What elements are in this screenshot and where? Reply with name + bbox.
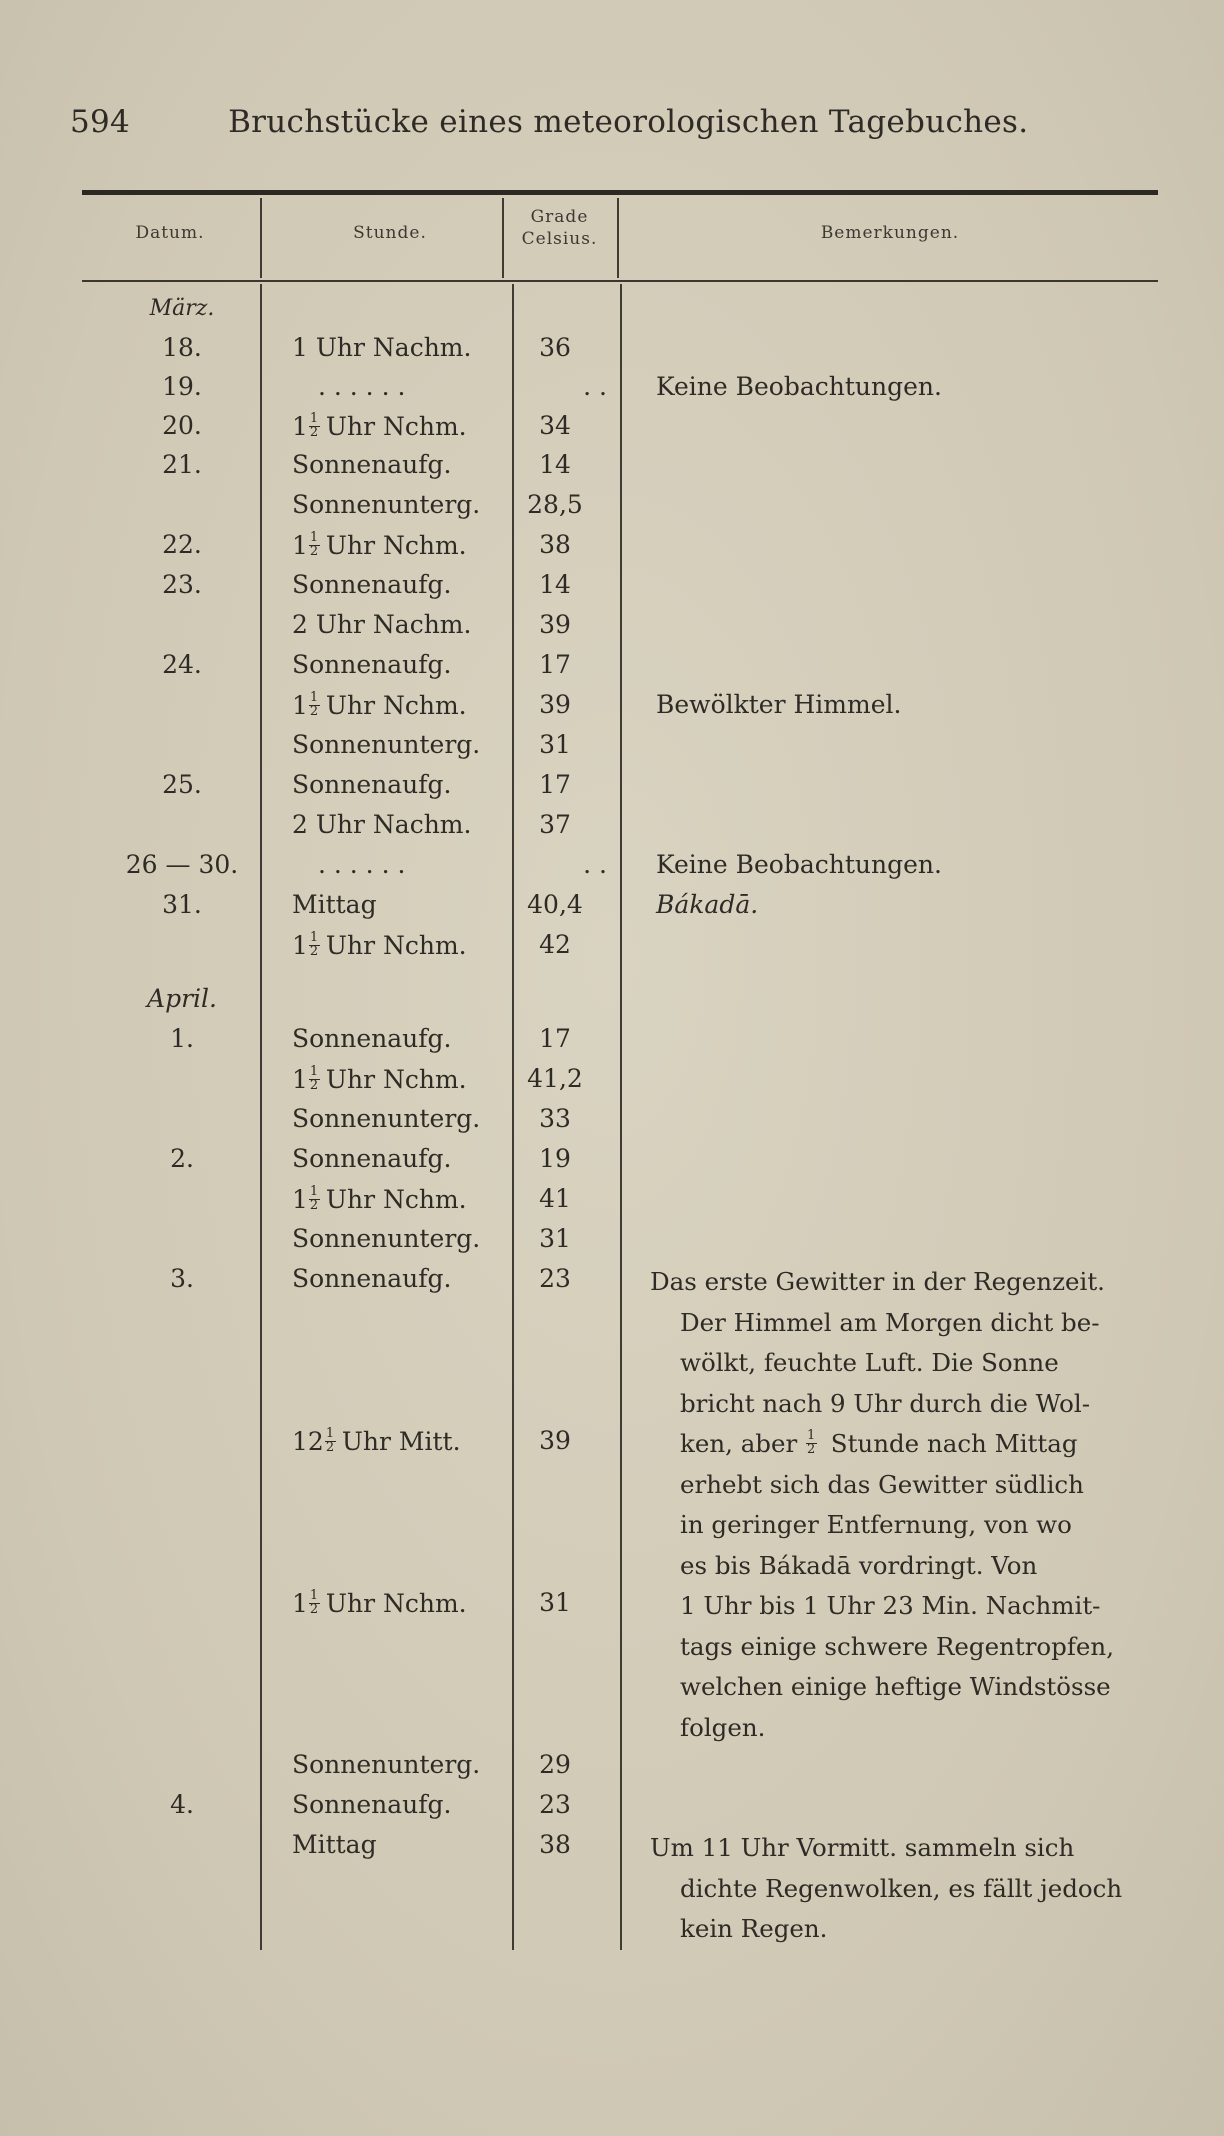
- stunde-cell: Mittag: [292, 1830, 377, 1859]
- grad-cell: 23: [539, 1264, 571, 1293]
- half-fraction: $\frac{1}{2}$: [309, 690, 319, 719]
- grad-cell: 42: [539, 930, 571, 959]
- bemerkung-cell: Bewölkter Himmel.: [656, 690, 902, 719]
- stunde-cell: [292, 411, 467, 442]
- stunde-cell: Sonnenaufg.: [292, 770, 452, 799]
- grad-cell: 34: [539, 411, 571, 440]
- stunde-cell: . . . . . .: [318, 850, 406, 879]
- half-fraction: $\frac{1}{2}$: [309, 930, 319, 959]
- stunde-cell: 1 $\frac{1}{2}$ Uhr Nchm.: [292, 1588, 467, 1618]
- grad-cell: 29: [539, 1750, 571, 1779]
- stunde-cell: 1 $\frac{1}{2}$ Uhr Nchm.: [292, 690, 467, 720]
- half-fraction: $\frac{1}{2}$: [309, 1588, 319, 1617]
- datum-cell: 21.: [162, 450, 202, 479]
- stunde-text: Uhr Nchm.: [325, 412, 467, 441]
- stunde-cell: 2 Uhr Nachm.: [292, 610, 472, 639]
- stunde-cell: 1 $\frac{1}{2}$ Uhr Nchm.: [292, 1184, 467, 1214]
- stunde-cell: Sonnenaufg.: [292, 1790, 452, 1819]
- stunde-cell: . . . . . .: [318, 372, 406, 401]
- table-top-rule: [82, 190, 1158, 195]
- grad-cell: 38: [539, 1830, 571, 1859]
- half-fraction: $\frac{1}{2}$: [309, 1064, 319, 1093]
- grad-cell: 14: [539, 450, 571, 479]
- stunde-cell: Sonnenaufg.: [292, 1264, 452, 1293]
- stunde-cell: Sonnenunterg.: [292, 1750, 481, 1779]
- grad-cell: 28,5: [527, 490, 583, 519]
- remark-line: tags einige schwere Regentropfen,: [680, 1631, 1114, 1661]
- grad-cell: 17: [539, 1024, 571, 1053]
- datum-cell: 1.: [170, 1024, 194, 1053]
- grad-cell: 41: [539, 1184, 571, 1213]
- datum-cell: 2.: [170, 1144, 194, 1173]
- bemerkung-cell: Keine Beobachtungen.: [656, 850, 942, 879]
- grad-cell: 38: [539, 530, 571, 559]
- grad-cell: 33: [539, 1104, 571, 1133]
- header-grad-line1: Grade: [530, 207, 589, 227]
- header-datum: Datum.: [135, 223, 205, 243]
- grad-cell: 31: [539, 730, 571, 759]
- remark-line: Das erste Gewitter in der Regenzeit.: [650, 1267, 1105, 1296]
- stunde-cell: Sonnenunterg.: [292, 1104, 481, 1133]
- header-stunde: Stunde.: [353, 223, 427, 243]
- stunde-cell: 2 Uhr Nachm.: [292, 810, 472, 839]
- stunde-cell: Sonnenunterg.: [292, 490, 481, 519]
- running-title: Bruchstücke eines meteorologischen Tagebuches.: [228, 104, 1029, 140]
- stunde-cell: Sonnenunterg.: [292, 730, 481, 759]
- stunde-cell: Sonnenaufg.: [292, 650, 452, 679]
- grad-cell: 31: [539, 1224, 571, 1253]
- half-fraction: $\frac{1}{2}$: [807, 1428, 816, 1457]
- datum-cell: 23.: [162, 570, 202, 599]
- remark-line: ken, aber $\frac{1}{2}$ Stunde nach Mittag: [680, 1428, 1078, 1458]
- datum-cell: 22.: [162, 530, 202, 559]
- stunde-cell: Sonnenaufg.: [292, 450, 452, 479]
- remark-gewitter: [650, 1262, 1170, 1748]
- header-grad-line2: Celsius.: [521, 229, 598, 249]
- grad-cell: 36: [539, 333, 571, 362]
- grad-cell: 14: [539, 570, 571, 599]
- stunde-cell: Mittag: [292, 890, 377, 919]
- page-number: 594: [70, 104, 131, 140]
- remark-regen: [650, 1828, 1170, 1950]
- grad-cell: . .: [583, 850, 607, 879]
- datum-cell: 24.: [162, 650, 202, 679]
- grad-cell: 19: [539, 1144, 571, 1173]
- stunde-cell: Sonnenaufg.: [292, 1144, 452, 1173]
- remark-line: wölkt, feuchte Luft. Die Sonne: [680, 1348, 1059, 1377]
- grad-cell: 37: [539, 810, 571, 839]
- datum-cell: 26 — 30.: [125, 850, 239, 879]
- bemerkung-cell: Bákadā.: [656, 890, 759, 919]
- bemerkung-cell: Keine Beobachtungen.: [656, 372, 942, 401]
- half-fraction: $\frac{1}{2}$: [309, 1184, 319, 1213]
- grad-cell: 23: [539, 1790, 571, 1819]
- column-divider: [620, 284, 622, 1950]
- remark-line: Der Himmel am Morgen dicht be-: [680, 1307, 1100, 1337]
- datum-cell: 19.: [162, 372, 202, 401]
- stunde-cell: Sonnenaufg.: [292, 570, 452, 599]
- grad-cell: 40,4: [527, 890, 583, 919]
- fraction-whole: 1: [292, 412, 308, 441]
- grad-cell: 17: [539, 650, 571, 679]
- remark-line: folgen.: [680, 1712, 766, 1742]
- grad-cell: . .: [583, 372, 607, 401]
- grad-cell: 31: [539, 1588, 571, 1617]
- remark-line: in geringer Entfernung, von wo: [680, 1510, 1072, 1539]
- half-fraction: $\frac{1}{2}$: [325, 1426, 335, 1455]
- grad-cell: 17: [539, 770, 571, 799]
- datum-cell: 25.: [162, 770, 202, 799]
- grad-cell: 39: [539, 610, 571, 639]
- grad-cell: 39: [539, 1426, 571, 1455]
- datum-cell: 3.: [170, 1264, 194, 1293]
- stunde-cell: 1 $\frac{1}{2}$ Uhr Nchm.: [292, 930, 467, 960]
- month-april: April.: [147, 984, 217, 1013]
- header-bemerkungen: Bemerkungen.: [820, 223, 960, 243]
- month-maerz: März.: [149, 296, 215, 321]
- stunde-cell: 1 $\frac{1}{2}$ Uhr Nchm.: [292, 530, 467, 560]
- stunde-cell: 1 $\frac{1}{2}$ Uhr Nchm.: [292, 1064, 467, 1094]
- table-header-rule: [82, 280, 1158, 282]
- stunde-cell: 1 Uhr Nachm.: [292, 333, 472, 362]
- remark-line: 1 Uhr bis 1 Uhr 23 Min. Nachmit-: [680, 1591, 1101, 1620]
- remark-line: bricht nach 9 Uhr durch die Wol-: [680, 1388, 1090, 1418]
- datum-cell: 31.: [162, 890, 202, 919]
- datum-cell: 4.: [170, 1790, 194, 1819]
- stunde-cell: Sonnenaufg.: [292, 1024, 452, 1053]
- column-divider: [260, 198, 262, 278]
- datum-cell: 20.: [162, 411, 202, 440]
- remark-line: welchen einige heftige Windstösse: [680, 1672, 1111, 1701]
- running-header: [70, 104, 1028, 140]
- column-divider: [617, 198, 619, 278]
- remark-line: dichte Regenwolken, es fällt jedoch: [680, 1873, 1123, 1903]
- remark-line: kein Regen.: [680, 1914, 828, 1943]
- half-fraction: $\frac{1}{2}$: [309, 411, 319, 440]
- grad-cell: 39: [539, 690, 571, 719]
- remark-line: es bis Bákadā vordringt. Von: [680, 1550, 1038, 1580]
- remark-line: erhebt sich das Gewitter südlich: [680, 1469, 1084, 1499]
- grad-cell: 41,2: [527, 1064, 583, 1093]
- stunde-cell: 12 $\frac{1}{2}$ Uhr Mitt.: [292, 1426, 461, 1456]
- stunde-cell: Sonnenunterg.: [292, 1224, 481, 1253]
- datum-cell: 18.: [162, 333, 202, 362]
- half-fraction: $\frac{1}{2}$: [309, 530, 319, 559]
- remark-line: Um 11 Uhr Vormitt. sammeln sich: [650, 1833, 1075, 1862]
